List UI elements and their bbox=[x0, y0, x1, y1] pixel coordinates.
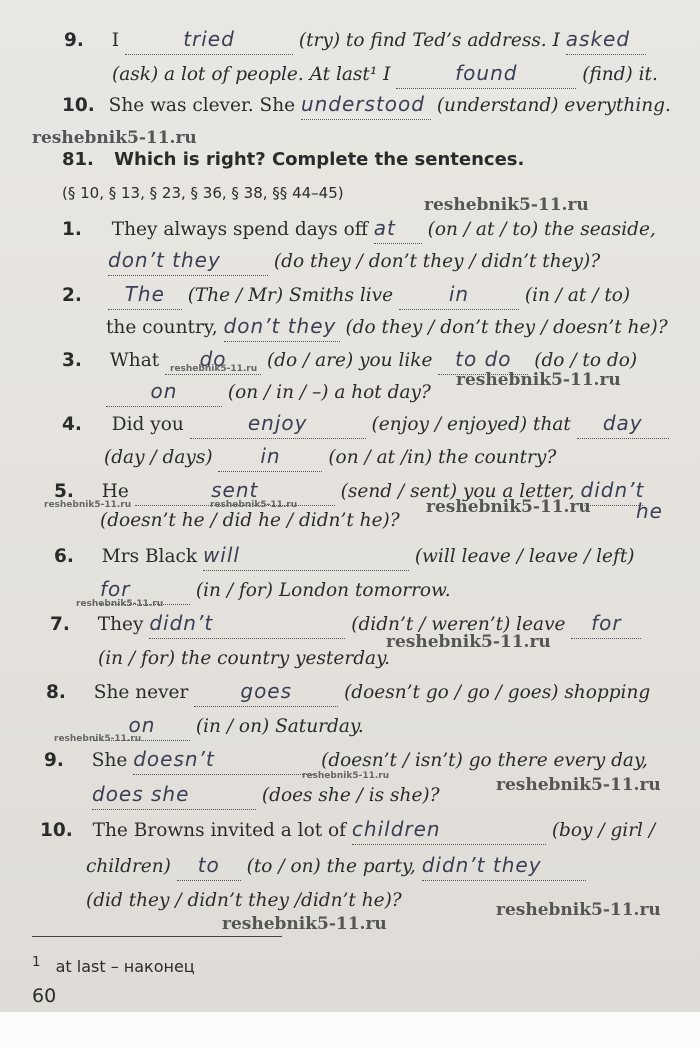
item-number: 3. bbox=[62, 350, 82, 371]
item-1-line1 bbox=[62, 215, 656, 244]
watermark-small: reshebnik5-11.ru bbox=[170, 364, 258, 374]
handwritten-answer: to do bbox=[455, 347, 512, 371]
text: (on / in / –) a hot day? bbox=[227, 382, 431, 403]
text: (try) to find Ted’s address. I bbox=[298, 30, 566, 51]
watermark: reshebnik5-11.ru bbox=[456, 370, 621, 390]
text: (do they / don’t they / didn’t they)? bbox=[273, 251, 601, 272]
text: (understand) everything. bbox=[436, 95, 671, 116]
text: children) bbox=[86, 856, 177, 877]
handwritten-answer: does she bbox=[92, 782, 190, 806]
text: (doesn’t / isn’t) go there every day, bbox=[321, 750, 648, 771]
handwritten-answer: didn’t bbox=[580, 478, 645, 502]
handwritten-answer: in bbox=[448, 282, 470, 306]
watermark-small: reshebnik5-11.ru bbox=[76, 599, 164, 609]
text: (do / to do) bbox=[534, 350, 638, 371]
text: (in / for) London tomorrow. bbox=[195, 580, 451, 601]
watermark: reshebnik5-11.ru bbox=[32, 128, 197, 148]
item-number: 1. bbox=[62, 219, 82, 240]
page-number: 60 bbox=[32, 985, 57, 1007]
handwritten-answer: children bbox=[351, 817, 441, 841]
item-number: 4. bbox=[62, 414, 82, 435]
text: (ask) a lot of people. At last¹ I bbox=[112, 64, 397, 85]
text: (in / for) the country yesterday. bbox=[98, 648, 390, 669]
item-1-line2 bbox=[108, 247, 600, 276]
item-4-line2 bbox=[104, 443, 556, 472]
watermark-small: reshebnik5-11.ru bbox=[44, 500, 132, 510]
watermark-small: reshebnik5-11.ru bbox=[210, 500, 298, 510]
item-5-line2 bbox=[100, 508, 400, 534]
text: She bbox=[91, 750, 134, 771]
handwritten-answer: tried bbox=[183, 27, 235, 51]
text: (didn’t / weren’t) leave bbox=[351, 614, 572, 635]
text: (doesn’t he / did he / didn’t he)? bbox=[100, 510, 400, 531]
item-number: 5. bbox=[54, 481, 74, 502]
text: (on / at / to) the seaside, bbox=[427, 219, 656, 240]
text: (does she / is she)? bbox=[261, 785, 440, 806]
handwritten-answer: don’t they bbox=[223, 314, 337, 338]
text: She was clever. She bbox=[108, 95, 301, 116]
text: (day / days) bbox=[104, 447, 219, 468]
item-number: 9. bbox=[64, 30, 84, 51]
footnote-text: at last – наконец bbox=[55, 957, 195, 977]
handwritten-answer: asked bbox=[565, 27, 631, 51]
item-6-line1 bbox=[54, 542, 634, 571]
item-number: 8. bbox=[46, 682, 66, 703]
text: The Browns invited a lot of bbox=[92, 820, 352, 841]
handwritten-answer: in bbox=[260, 444, 281, 468]
handwritten-answer: on bbox=[128, 713, 156, 737]
item-3-line2 bbox=[106, 378, 431, 407]
watermark-small: reshebnik5-11.ru bbox=[302, 771, 390, 781]
item-8-line1 bbox=[46, 678, 650, 707]
footnote-mark: 1 bbox=[32, 955, 41, 970]
item-5-line2-answer bbox=[636, 498, 663, 526]
text: (on / at /in) the country? bbox=[328, 447, 557, 468]
item-4-line1 bbox=[62, 410, 669, 439]
handwritten-answer: found bbox=[455, 61, 518, 85]
text: (boy / girl / bbox=[551, 820, 656, 841]
handwritten-answer: he bbox=[636, 499, 663, 523]
watermark: reshebnik5-11.ru bbox=[426, 497, 591, 517]
item-number: 2. bbox=[62, 285, 82, 306]
item-9-line2 bbox=[92, 781, 440, 810]
handwritten-answer: for bbox=[591, 611, 622, 635]
handwritten-answer: at bbox=[373, 216, 396, 240]
watermark: reshebnik5-11.ru bbox=[496, 775, 661, 795]
item-number: 9. bbox=[44, 750, 64, 771]
item-2-line1 bbox=[62, 281, 630, 310]
watermark: reshebnik5-11.ru bbox=[496, 900, 661, 920]
exercise-81-heading bbox=[62, 147, 524, 173]
text: (find) it. bbox=[582, 64, 658, 85]
handwritten-answer: goes bbox=[240, 679, 293, 703]
handwritten-answer: do bbox=[199, 347, 227, 371]
handwritten-answer: sent bbox=[211, 478, 259, 502]
handwritten-answer: will bbox=[202, 543, 240, 567]
text: (do / are) you like bbox=[266, 350, 439, 371]
watermark-small: reshebnik5-11.ru bbox=[54, 734, 142, 744]
exercise-refs bbox=[62, 180, 344, 206]
text: (will leave / leave / left) bbox=[414, 546, 635, 567]
item-7-line2 bbox=[98, 646, 390, 672]
text: (to / on) the party, bbox=[246, 856, 422, 877]
handwritten-answer: understood bbox=[300, 92, 425, 116]
watermark: reshebnik5-11.ru bbox=[424, 195, 589, 215]
sentence-9-line2 bbox=[112, 60, 658, 89]
handwritten-answer: didn’t bbox=[149, 611, 214, 635]
footnote bbox=[32, 955, 195, 976]
text: (did they / didn’t they /didn’t he)? bbox=[86, 890, 402, 911]
handwritten-answer: enjoy bbox=[247, 411, 308, 435]
handwritten-answer: don’t they bbox=[108, 248, 221, 272]
exercise-number: 81. bbox=[62, 149, 94, 170]
handwritten-answer: The bbox=[124, 282, 165, 306]
item-number: 10. bbox=[62, 95, 95, 116]
handwritten-answer: to bbox=[197, 853, 220, 877]
text: Mrs Black bbox=[101, 546, 203, 567]
text: Did you bbox=[111, 414, 190, 435]
text: the country, bbox=[106, 317, 224, 338]
handwritten-answer: on bbox=[150, 379, 178, 403]
text: They bbox=[97, 614, 150, 635]
text: He bbox=[101, 481, 135, 502]
text: (doesn’t go / go / goes) shopping bbox=[344, 682, 651, 703]
watermark: reshebnik5-11.ru bbox=[386, 632, 551, 652]
text: (send / sent) you a letter, bbox=[340, 481, 581, 502]
sentence-9-line1 bbox=[64, 26, 646, 55]
bottom-margin bbox=[0, 1012, 700, 1048]
handwritten-answer: didn’t they bbox=[421, 853, 542, 877]
exercise-title: Which is right? Complete the sentences. bbox=[114, 149, 525, 170]
text: (§ 10, § 13, § 23, § 36, § 38, §§ 44–45) bbox=[62, 184, 344, 202]
text: (The / Mr) Smiths live bbox=[187, 285, 399, 306]
item-number: 10. bbox=[40, 820, 73, 841]
item-10-line2 bbox=[86, 852, 586, 881]
watermark: reshebnik5-11.ru bbox=[222, 914, 387, 934]
text: I bbox=[111, 30, 125, 51]
sentence-10-line1 bbox=[62, 91, 671, 120]
text: What bbox=[109, 350, 166, 371]
handwritten-answer: doesn’t bbox=[133, 747, 215, 771]
text: (in / on) Saturday. bbox=[195, 716, 364, 737]
footnote-divider bbox=[32, 936, 282, 937]
item-10-line3 bbox=[86, 888, 402, 914]
item-10-line1 bbox=[40, 816, 655, 845]
text: She never bbox=[93, 682, 195, 703]
item-number: 7. bbox=[50, 614, 70, 635]
text: (in / at / to) bbox=[524, 285, 631, 306]
item-7-line1 bbox=[50, 610, 641, 639]
item-2-line2 bbox=[106, 313, 668, 342]
text: They always spend days off bbox=[111, 219, 374, 240]
handwritten-answer: day bbox=[602, 411, 643, 435]
text: (do they / don’t they / doesn’t he)? bbox=[345, 317, 668, 338]
text: (enjoy / enjoyed) that bbox=[371, 414, 577, 435]
handwritten-answer: for bbox=[100, 577, 131, 601]
item-number: 6. bbox=[54, 546, 74, 567]
